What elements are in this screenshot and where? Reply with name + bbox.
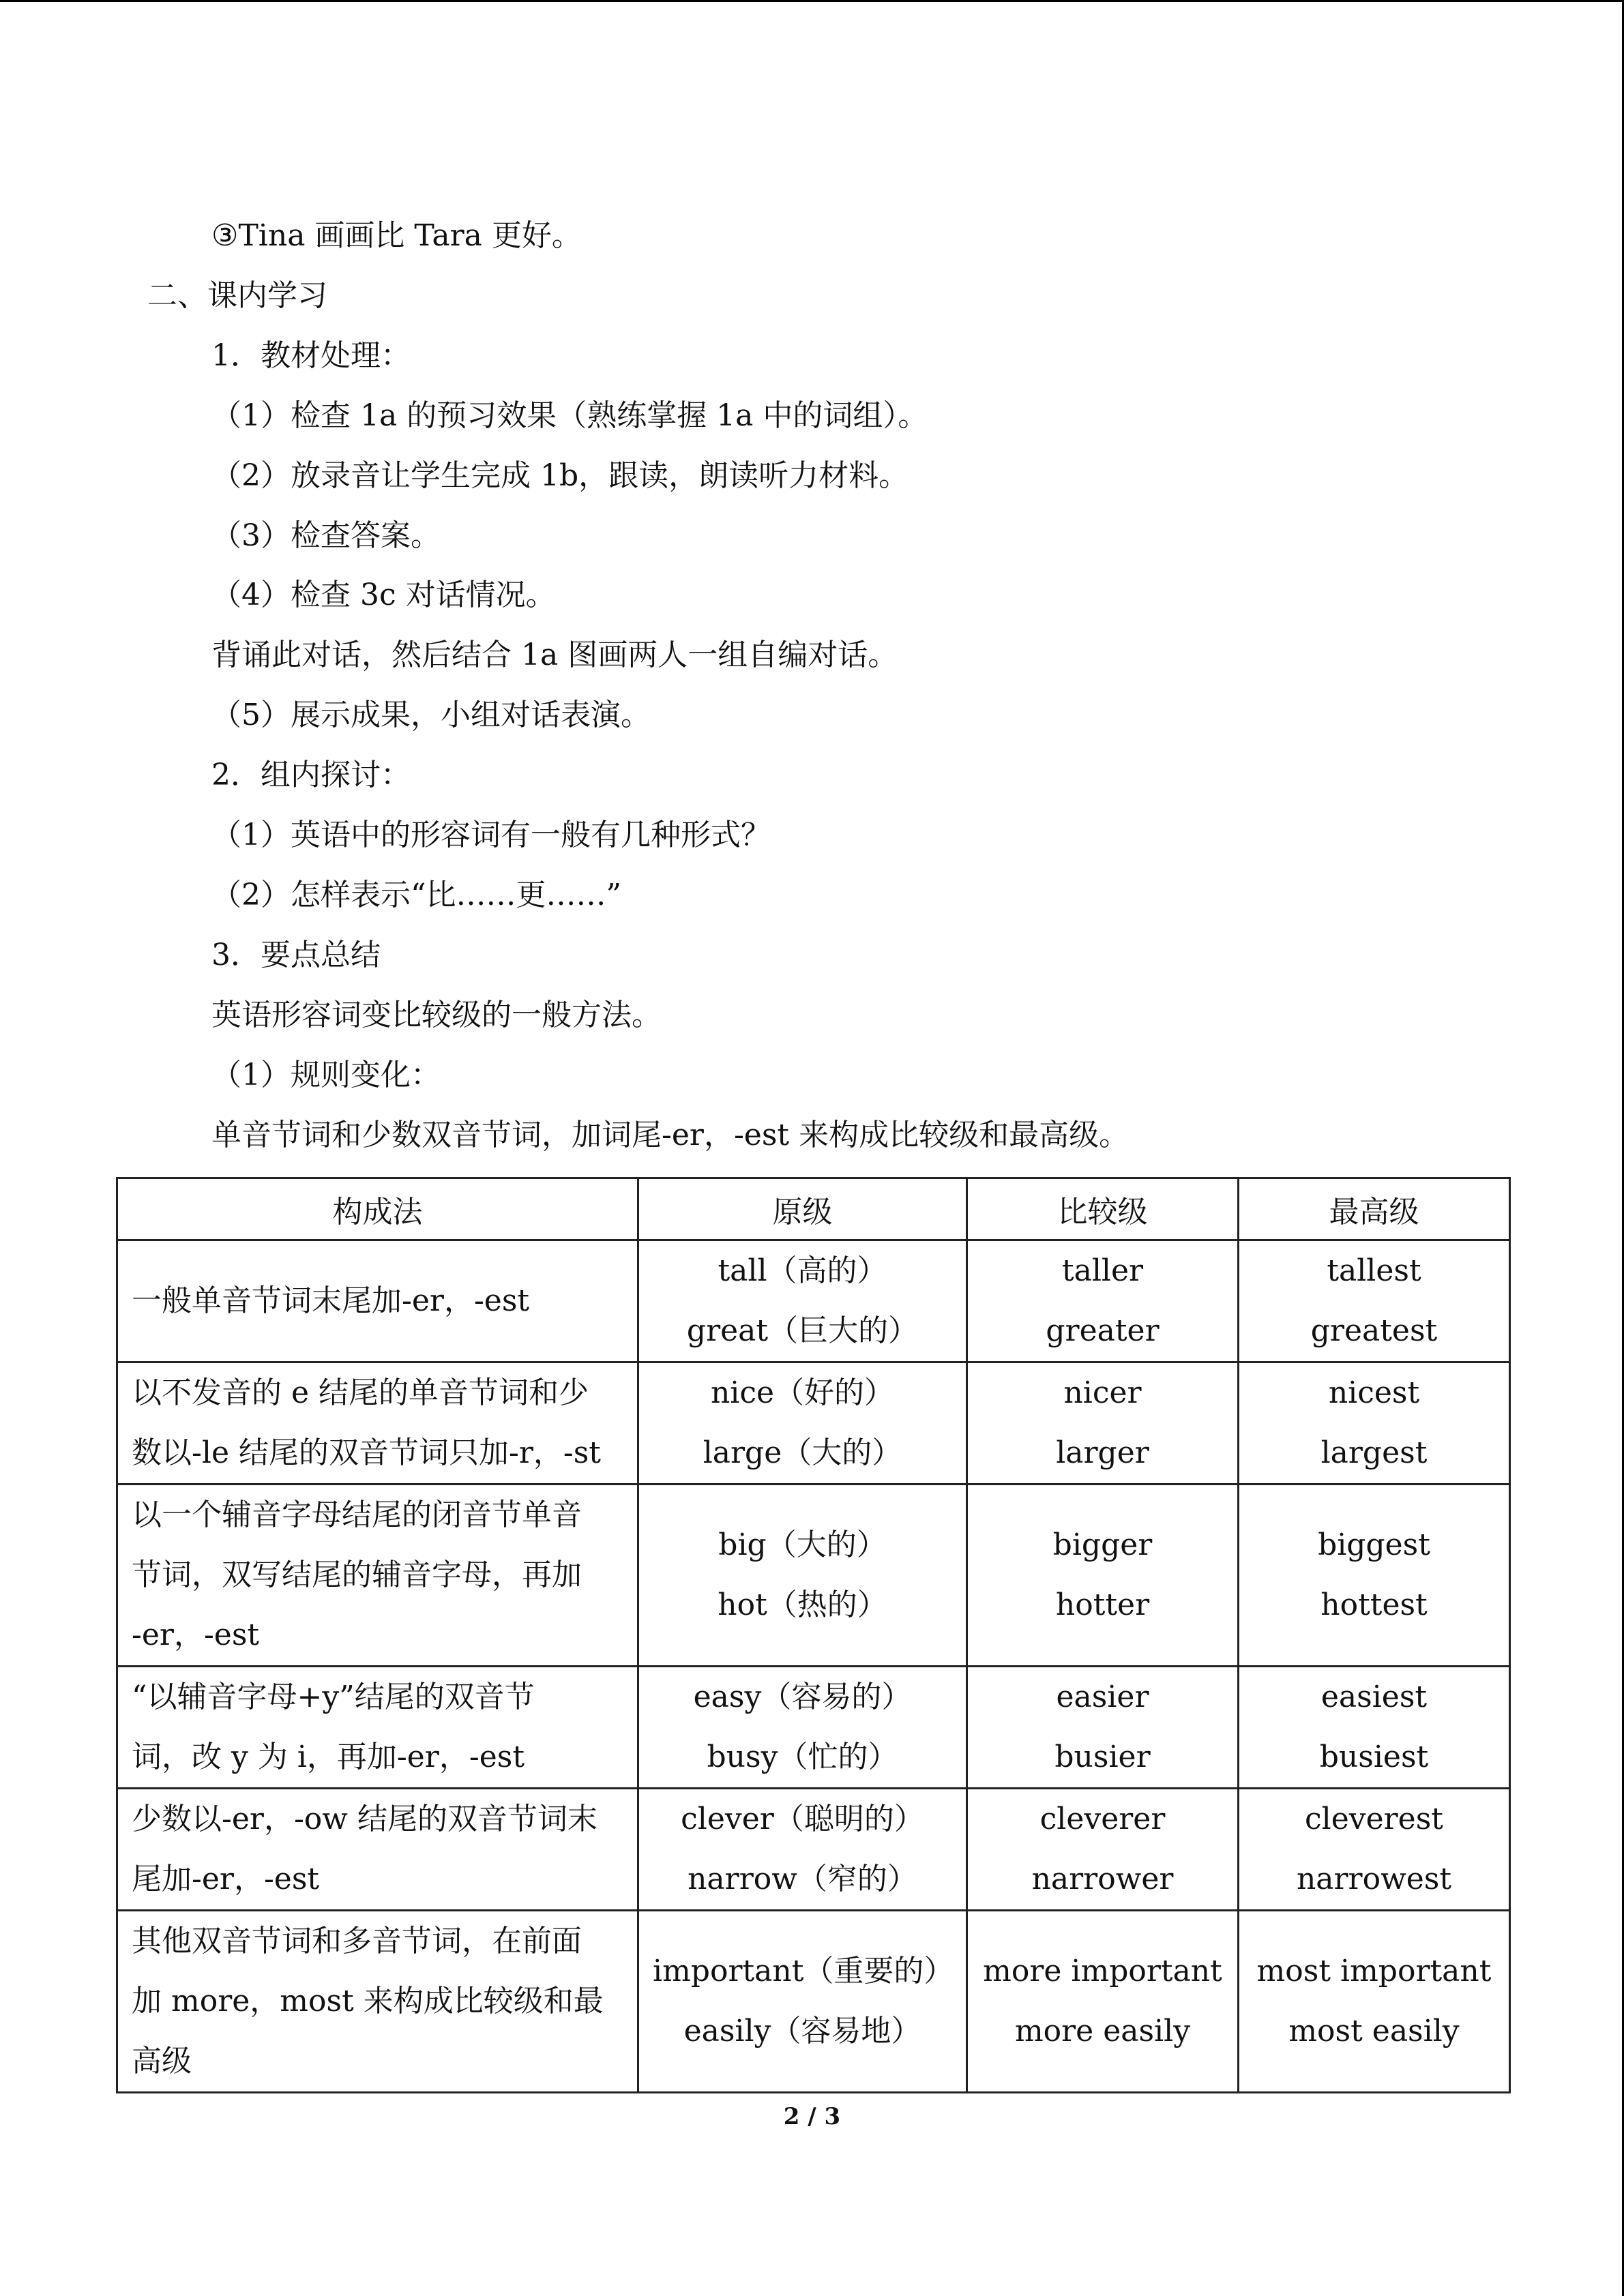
step-4: （4）检查 3c 对话情况。 [211, 578, 556, 612]
subheading-summary: 3．要点总结 [211, 938, 381, 972]
base-cell: nice（好的） large（大的） [638, 1362, 967, 1485]
page-number: 2 / 3 [783, 2103, 841, 2130]
step-5: （5）展示成果，小组对话表演。 [211, 698, 651, 732]
rule-cell: 以不发音的 e 结尾的单音节词和少 数以-le 结尾的双音节词只加-r，-st [117, 1362, 638, 1485]
comparative-cell: cleverer narrower [967, 1789, 1239, 1911]
header-superlative: 最高级 [1239, 1178, 1510, 1240]
example-sentence-3: ③Tina 画画比 Tara 更好。 [211, 218, 582, 253]
superlative-cell: easiest busiest [1239, 1667, 1510, 1789]
question-2: （2）怎样表示“比……更……” [211, 878, 621, 912]
table-header-row [117, 1178, 1510, 1240]
superlative-cell: tallest greatest [1239, 1240, 1510, 1362]
section-heading-in-class: 二、课内学习 [147, 278, 327, 313]
base-cell: tall（高的） great（巨大的） [638, 1240, 967, 1362]
superlative-cell: most important most easily [1239, 1911, 1510, 2093]
header-base: 原级 [638, 1178, 967, 1240]
comparative-cell: taller greater [967, 1240, 1239, 1362]
base-cell: big（大的） hot（热的） [638, 1485, 967, 1667]
table-row [117, 1667, 1510, 1789]
header-formation: 构成法 [117, 1178, 638, 1240]
table-row [117, 1240, 1510, 1362]
table-row [117, 1789, 1510, 1911]
regular-change-heading: （1）规则变化： [211, 1058, 441, 1092]
subheading-material: 1．教材处理： [211, 338, 411, 373]
table-row [117, 1911, 1510, 2093]
superlative-cell: cleverest narrowest [1239, 1789, 1510, 1911]
rule-cell: 以一个辅音字母结尾的闭音节单音 节词，双写结尾的辅音字母，再加 -er，-est [117, 1485, 638, 1667]
recite-instruction: 背诵此对话，然后结合 1a 图画两人一组自编对话。 [211, 638, 898, 672]
step-1: （1）检查 1a 的预习效果（熟练掌握 1a 中的词组）。 [211, 398, 928, 433]
rule-cell: 一般单音节词末尾加-er，-est [117, 1240, 638, 1362]
comparative-cell: bigger hotter [967, 1485, 1239, 1667]
superlative-cell: biggest hottest [1239, 1485, 1510, 1667]
subheading-discussion: 2．组内探讨： [211, 758, 411, 792]
table-row [117, 1485, 1510, 1667]
base-cell: important（重要的） easily（容易地） [638, 1911, 967, 2093]
rule-cell: 少数以-er，-ow 结尾的双音节词末 尾加-er，-est [117, 1789, 638, 1911]
superlative-cell: nicest largest [1239, 1362, 1510, 1485]
regular-change-desc: 单音节词和少数双音节词，加词尾-er，-est 来构成比较级和最高级。 [211, 1118, 1130, 1152]
comparative-cell: nicer larger [967, 1362, 1239, 1485]
summary-intro: 英语形容词变比较级的一般方法。 [211, 998, 662, 1032]
header-comparative: 比较级 [967, 1178, 1239, 1240]
page-border-top [0, 0, 1624, 2]
comparison-table [116, 1177, 1511, 2093]
base-cell: easy（容易的） busy（忙的） [638, 1667, 967, 1789]
step-3: （3）检查答案。 [211, 518, 441, 553]
step-2: （2）放录音让学生完成 1b，跟读，朗读听力材料。 [211, 458, 909, 493]
comparative-cell: more important more easily [967, 1911, 1239, 2093]
rule-cell: “以辅音字母+y”结尾的双音节 词，改 y 为 i，再加-er，-est [117, 1667, 638, 1789]
base-cell: clever（聪明的） narrow（窄的） [638, 1789, 967, 1911]
table-row [117, 1362, 1510, 1485]
rule-cell: 其他双音节词和多音节词，在前面 加 more，most 来构成比较级和最 高级 [117, 1911, 638, 2093]
question-1: （1）英语中的形容词有一般有几种形式？ [211, 818, 771, 852]
comparative-cell: easier busier [967, 1667, 1239, 1789]
